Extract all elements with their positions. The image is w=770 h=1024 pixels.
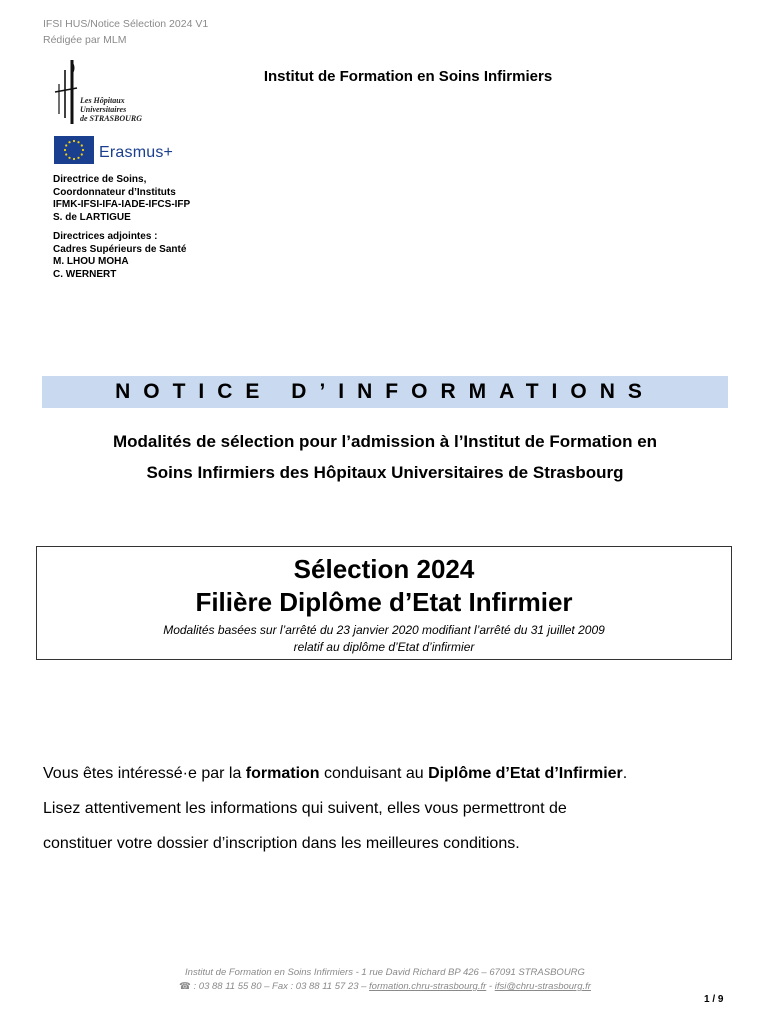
website-link[interactable]: formation.chru-strasbourg.fr — [369, 981, 487, 992]
selection-legal-note: Modalités basées sur l’arrêté du 23 janvier 2020 modifiant l’arrêté du 31 juillet 2009 relatif au diplôme d’Etat d’infirmier — [163, 623, 605, 654]
page-footer — [0, 966, 770, 994]
director-block: Directrice de Soins, Coordonnateur d’Instituts IFMK-IFSI-IFA-IADE-IFCS-IFP S. de LARTIGUE — [53, 174, 191, 223]
hus-logo-text: Les Hôpitaux Universitaires de STRASBOURG — [80, 96, 143, 123]
page-number: 1 / 9 — [704, 994, 724, 1005]
intro-line-3: constituer votre dossier d’inscription dans les meilleures conditions. — [43, 835, 520, 852]
document-header-meta — [43, 16, 208, 48]
eu-flag-icon — [54, 136, 94, 164]
document-reference: IFSI HUS/Notice Sélection 2024 V1 — [43, 18, 209, 30]
intro-paragraph — [43, 756, 743, 861]
telephone-icon: ☎ — [179, 981, 191, 992]
intro-line-1: Vous êtes intéressé·e par la formation conduisant au Diplôme d’Etat d’Infirmier. — [43, 765, 628, 782]
institute-name: Institut de Formation en Soins Infirmiers — [263, 68, 553, 85]
deputy-directors-block: Directrices adjointes : Cadres Supérieurs de Santé M. LHOU MOHA C. WERNERT — [53, 231, 187, 280]
erasmus-logo-text: Erasmus+ — [99, 144, 174, 161]
email-link[interactable]: ifsi@chru-strasbourg.fr — [494, 981, 591, 992]
intro-line-2: Lisez attentivement les informations qui suivent, elles vous permettront de — [43, 800, 567, 817]
selection-modalities-heading: Modalités de sélection pour l’admission à l’Institut de Formation en Soins Infirmiers des Hôpitaux Universitaires de Strasbourg — [112, 432, 658, 482]
footer-contact: ☎ : 03 88 11 55 80 – Fax : 03 88 11 57 23 – formation.chru-strasbourg.fr - ifsi@chru-strasbourg.fr — [179, 981, 591, 992]
document-author: Rédigée par MLM — [43, 34, 127, 46]
selection-subtitle: Filière Diplôme d’Etat Infirmier — [195, 587, 573, 617]
selection-title: Sélection 2024 — [293, 554, 475, 584]
footer-address: Institut de Formation en Soins Infirmiers - 1 rue David Richard BP 426 – 67091 STRASBOURG — [185, 967, 585, 978]
notice-title-banner: NOTICE D’INFORMATIONS — [42, 376, 728, 408]
selection-title-box — [36, 546, 732, 660]
